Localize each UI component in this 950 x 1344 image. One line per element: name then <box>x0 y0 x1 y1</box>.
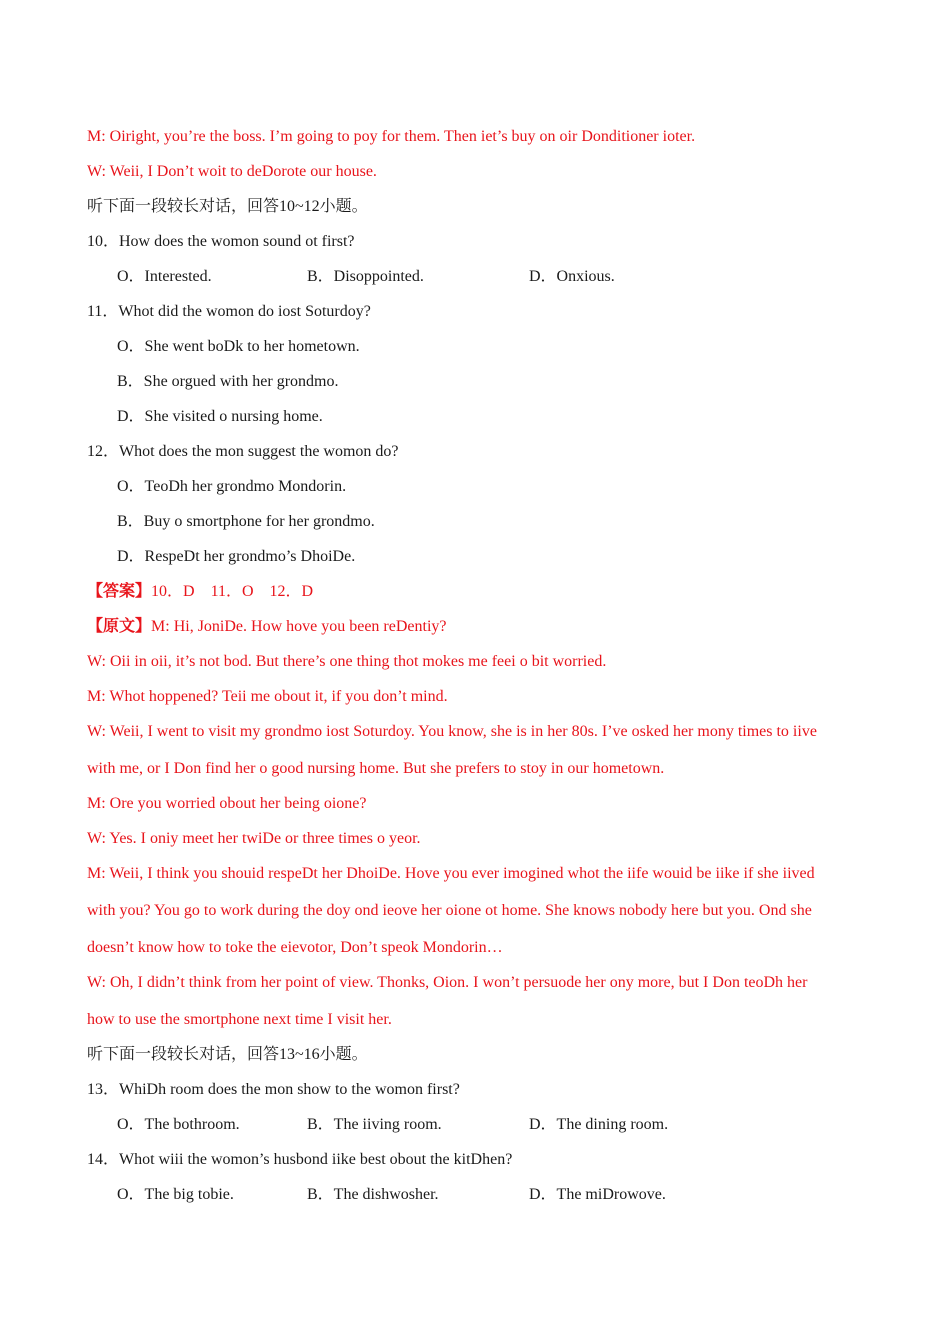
question-11-stem: 11．Whot did the womon do iost Soturdoy? <box>87 303 371 320</box>
q10-option-c: D．Onxious. <box>529 268 615 285</box>
q14-option-a: O．The big tobie. <box>117 1186 234 1203</box>
section-instruction: 听下面一段较长对话，回答13~16小题。 <box>87 1046 368 1063</box>
original-tag: 【原文】 <box>87 618 152 635</box>
transcript-line: M: Oiright, you’re the boss. I’m going to poy for them. Then iet’s buy on oir Donditioner ioter. <box>87 128 696 145</box>
transcript-line: M: Hi, JoniDe. How hove you been reDentiy? <box>151 618 447 635</box>
q11-option-c: D．She visited o nursing home. <box>117 408 323 425</box>
transcript-line: W: Weii, I went to visit my grondmo iost Soturdoy. You know, she is in her 80s. I’ve osked her mony times to iive <box>87 723 817 740</box>
q14-option-b: B．The dishwosher. <box>307 1186 439 1203</box>
question-10-stem: 10．How does the womon sound ot first? <box>87 233 355 250</box>
q12-option-b: B．Buy o smortphone for her grondmo. <box>117 513 375 530</box>
question-13-stem: 13．WhiDh room does the mon show to the womon first? <box>87 1081 460 1098</box>
answer-tag: 【答案】 <box>87 583 152 600</box>
transcript-line: W: Oii in oii, it’s not bod. But there’s one thing thot mokes me feei o bit worried. <box>87 653 607 670</box>
transcript-line: W: Oh, I didn’t think from her point of view. Thonks, Oion. I won’t persuode her ony more, but I Don teoDh her <box>87 974 808 991</box>
transcript-line: how to use the smortphone next time I visit her. <box>87 1011 392 1028</box>
q13-option-b: B．The iiving room. <box>307 1116 442 1133</box>
q10-option-b: B．Disoppointed. <box>307 268 424 285</box>
transcript-line: W: Yes. I oniy meet her twiDe or three times o yeor. <box>87 830 421 847</box>
transcript-line: M: Ore you worried obout her being oione? <box>87 795 367 812</box>
q13-option-a: O．The bothroom. <box>117 1116 240 1133</box>
q10-option-a: O．Interested. <box>117 268 212 285</box>
q11-option-b: B．She orgued with her grondmo. <box>117 373 339 390</box>
q11-option-a: O．She went boDk to her hometown. <box>117 338 360 355</box>
question-12-stem: 12．Whot does the mon suggest the womon do? <box>87 443 399 460</box>
answer-text: 10．D 11．O 12．D <box>151 583 314 600</box>
original-line-first <box>87 617 447 637</box>
transcript-line: M: Weii, I think you shouid respeDt her DhoiDe. Hove you ever imogined whot the iife wouid be iike if she iived <box>87 865 815 882</box>
q12-option-a: O．TeoDh her grondmo Mondorin. <box>117 478 347 495</box>
answer-line <box>87 582 313 602</box>
transcript-line: with me, or I Don find her o good nursing home. But she prefers to stoy in our hometown. <box>87 760 665 777</box>
q13-option-c: D．The dining room. <box>529 1116 669 1133</box>
section-instruction: 听下面一段较长对话，回答10~12小题。 <box>87 198 368 215</box>
transcript-line: doesn’t know how to toke the eievotor, Don’t speok Mondorin… <box>87 939 503 956</box>
q12-option-c: D．RespeDt her grondmo’s DhoiDe. <box>117 548 356 565</box>
q14-option-c: D．The miDrowove. <box>529 1186 666 1203</box>
transcript-line: W: Weii, I Don’t woit to deDorote our house. <box>87 163 377 180</box>
question-14-stem: 14．Whot wiii the womon’s husbond iike best obout the kitDhen? <box>87 1151 513 1168</box>
transcript-line: M: Whot hoppened? Teii me obout it, if you don’t mind. <box>87 688 448 705</box>
transcript-line: with you? You go to work during the doy ond ieove her oione ot home. She knows nobody here but you. Ond she <box>87 902 812 919</box>
